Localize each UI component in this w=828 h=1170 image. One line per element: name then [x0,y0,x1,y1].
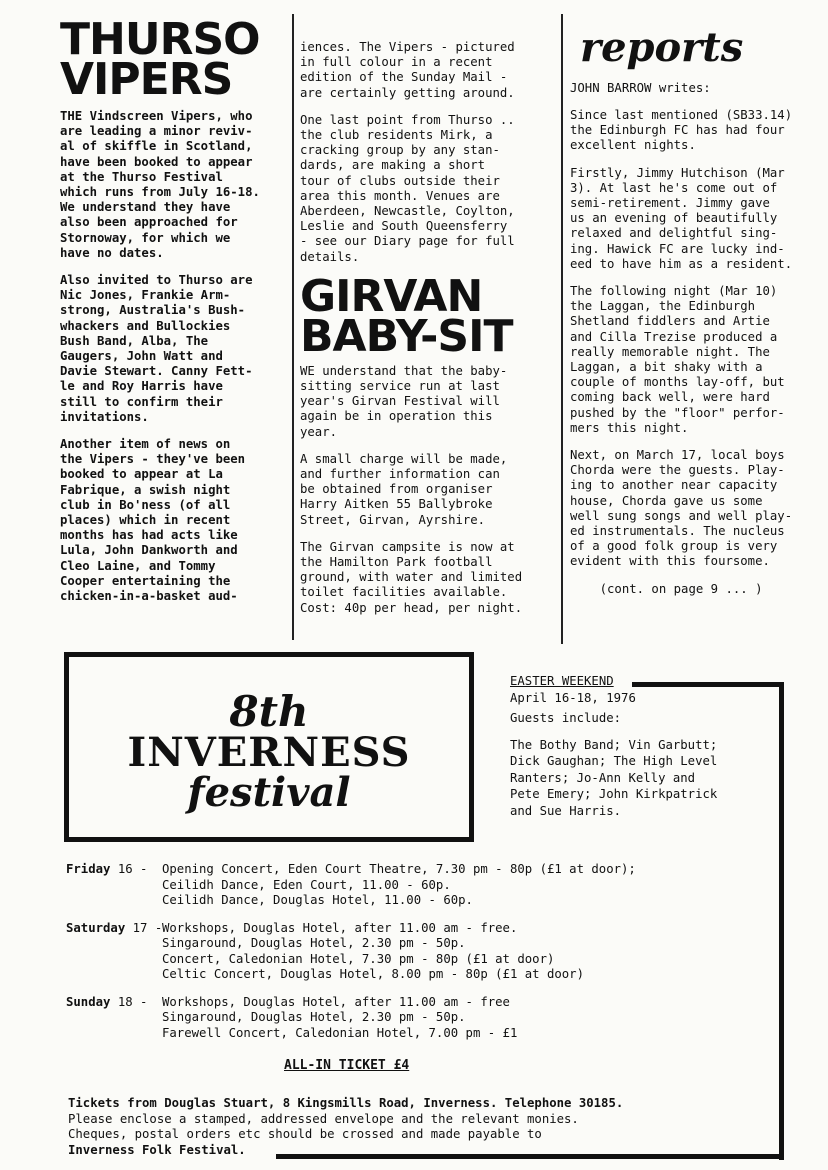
schedule-event: Ceilidh Dance, Eden Court, 11.00 - 60p. [162,877,451,892]
day-number: 18 - [117,994,148,1009]
middle-column [300,40,556,628]
thurso-vipers-heading: THURSO VIPERS [60,14,260,106]
festival-schedule [66,862,776,1053]
article-paragraph: JOHN BARROW writes: [570,80,711,95]
ticket-info-line: Tickets from Douglas Stuart, 8 Kingsmills Road, Inverness. Telephone 30185. [68,1096,624,1110]
article-paragraph: Since last mentioned (SB33.14) the Edinburgh FC has had four excellent nights. [570,108,793,153]
article-paragraph: One last point from Thurso .. the club residents Mirk, a cracking group by any stan- dards, are making a short tour of clubs outside their area this month. Venues are Aberdeen, Newcastle, Coylton, Leslie and South Queensferry - see our Diary page for full details. [300,112,515,264]
article-paragraph: The Girvan campsite is now at the Hamilton Park football ground, with water and limited toilet facilities available. Cost: 40p per head, per night. [300,539,523,615]
day-name: Sunday [66,994,111,1009]
thurso-vipers-article [60,14,286,616]
article-paragraph: A small charge will be made, and further information can be obtained from organiser Harry Aitken 55 Ballybroke Street, Girvan, Ayrshire. [300,451,508,527]
article-paragraph: Another item of news on the Vipers - they've been booked to appear at La Fabrique, a swish night club in Bo'ness (of all places) which in recent months has had acts like Lula, John Dankworth and Cleo Laine, and Tommy Cooper entertaining the chicken-in-a-basket aud- [60,437,246,604]
easter-weekend-title: EASTER WEEKEND [510,674,614,688]
article-paragraph: Next, on March 17, local boys Chorda were the guests. Play- ing to another near capacity house, Chorda gave us some well sung songs and well play- ed instrumentals. The nucleus of a good folk group is very evident with this foursome. [570,448,793,569]
guests-list: The Bothy Band; Vin Garbutt; Dick Gaughan; The High Level Ranters; Jo-Ann Kelly and Pete Emery; John Kirkpatrick and Sue Harris. [510,737,718,818]
schedule-event: Singaround, Douglas Hotel, 2.30 pm - 50p. [162,936,466,950]
article-paragraph: THE Vindscreen Vipers, who are leading a minor reviv- al of skiffle in Scotland, have been booked to appear at the Thurso Festival which runs from July 16-18. We understand they have also been approached for Stornoway, for which we have no dates. [60,108,260,260]
ticket-info [68,1096,768,1158]
girvan-babysit-heading: GIRVAN BABY-SIT [300,270,513,363]
advert-border [779,682,784,1160]
day-name: Saturday [66,920,126,935]
article-paragraph: The following night (Mar 10) the Laggan, the Edinburgh Shetland fiddlers and Artie and Cilla Trezise produced a really memorable night. The Laggan, a bit shaky with a couple of months lay-off, but coming back well, were hard pushed by the "floor" perfor- mers this night. [570,284,785,435]
all-in-ticket: ALL-IN TICKET £4 [284,1058,410,1073]
schedule-event: Celtic Concert, Douglas Hotel, 8.00 pm - 80p (£1 at door) [162,967,584,981]
festival-logo-box [64,652,474,842]
schedule-day [66,921,776,983]
article-paragraph: Also invited to Thurso are Nic Jones, Frankie Arm- strong, Australia's Bush- whackers and Bullockies Bush Band, Alba, The Gaugers, John Watt and Davie Stewart. Canny Fett- le and Roy Harris have still to confirm their invitations. [60,272,253,424]
festival-logo-line: festival [187,769,351,816]
guests-label: Guests include: [510,711,622,725]
reports-column [570,14,828,609]
festival-logo-line: 8th [229,687,309,736]
festival-dates: April 16-18, 1976 [510,690,636,705]
reports-heading: reports [580,24,744,71]
schedule-event: Ceilidh Dance, Douglas Hotel, 11.00 - 60p. [162,893,473,907]
schedule-event: Workshops, Douglas Hotel, after 11.00 am - free [162,994,510,1009]
schedule-event: Concert, Caledonian Hotel, 7.30 pm - 80p (£1 at door) [162,951,555,966]
ticket-info-line: Please enclose a stamped, addressed envelope and the relevant monies. [68,1111,579,1126]
day-number: 17 - [132,920,163,935]
schedule-event: Singaround, Douglas Hotel, 2.30 pm - 50p. [162,1010,466,1024]
column-rule-left [292,14,294,640]
article-paragraph: Firstly, Jimmy Hutchison (Mar 3). At last he's come out of semi-retirement. Jimmy gave us an evening of beautifully relaxed and delightful sing- ing. Hawick FC are lucky ind- eed to have him as a resident. [570,165,793,271]
schedule-day [66,862,776,909]
festival-logo-line: INVERNESS [127,729,411,776]
day-number: 16 - [117,862,148,876]
continued-note: (cont. on page 9 ... ) [570,581,763,596]
ticket-info-line: Inverness Folk Festival. [68,1142,246,1157]
ticket-info-line: Cheques, postal orders etc should be crossed and made payable to [68,1127,542,1141]
schedule-event: Farewell Concert, Caledonian Hotel, 7.00 pm - £1 [162,1025,518,1040]
article-paragraph: WE understand that the baby- sitting service run at last year's Girvan Festival will again be in operation this year. [300,363,508,439]
easter-info [510,673,770,819]
day-name: Friday [66,862,111,876]
column-rule-right [561,14,563,644]
article-paragraph: iences. The Vipers - pictured in full colour in a recent edition of the Sunday Mail - are certainly getting around. [300,40,515,100]
schedule-day [66,995,776,1042]
schedule-event: Workshops, Douglas Hotel, after 11.00 am - free. [162,920,518,935]
schedule-event: Opening Concert, Eden Court Theatre, 7.30 pm - 80p (£1 at door); [162,862,636,876]
